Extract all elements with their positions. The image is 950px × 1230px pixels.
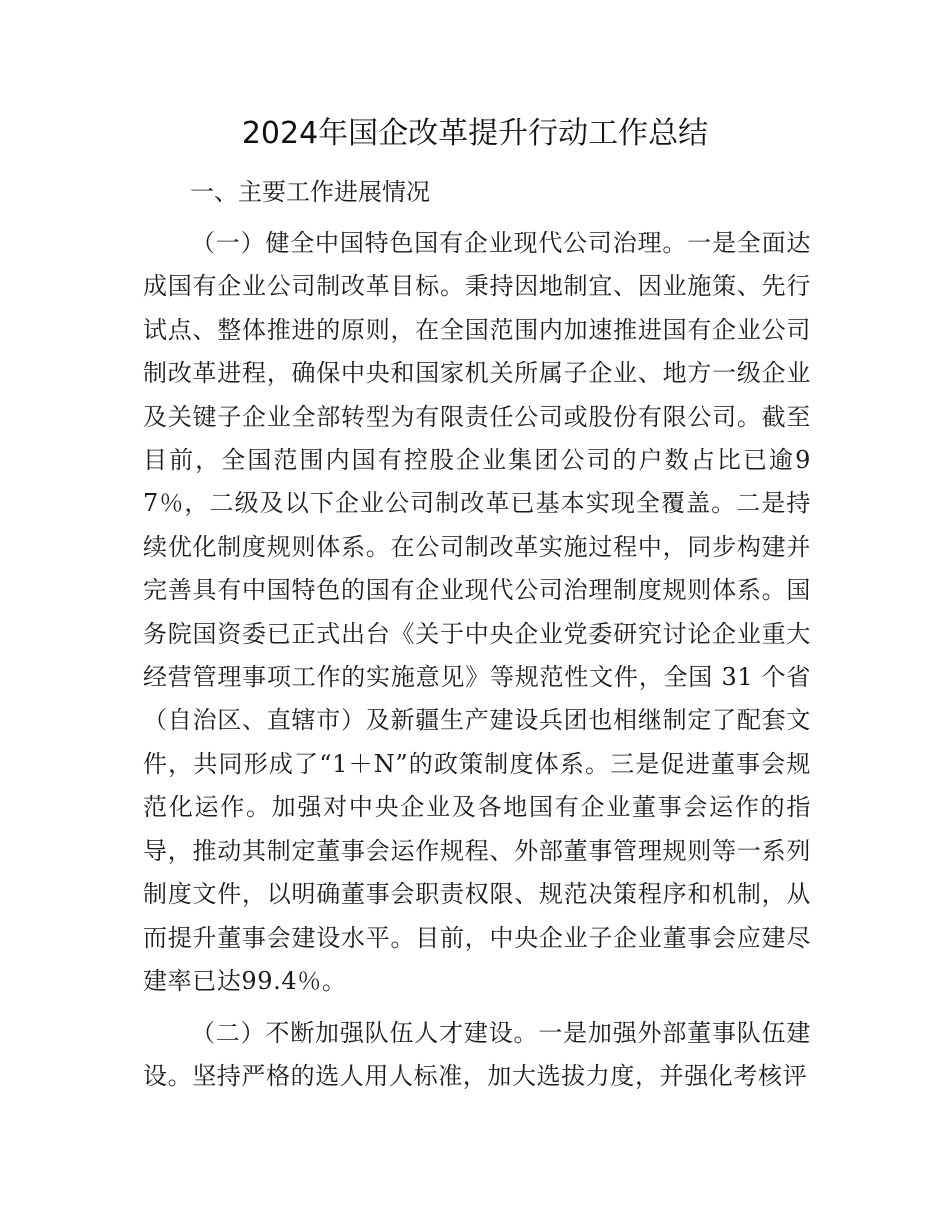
paragraph-corporate-governance: （一）健全中国特色国有企业现代公司治理。一是全面达成国有企业公司制改革目标。秉持因地制宜、因业施策、先行试点、整体推进的原则，在全国范围内加速推进国有企业公司制改革进程，确保中央和国家机关所属子企业、地方一级企业及关键子企业全部转型为有限责任公司或股份有限公司。截至目前，全国范围内国有控股企业集团公司的户数占比已逾97％，二级及以下企业公司制改革已基本实现全覆盖。二是持续优化制度规则体系。在公司制改革实施过程中，同步构建并完善具有中国特色的国有企业现代公司治理制度规则体系。国务院国资委已正式出台《关于中央企业党委研究讨论企业重大经营管理事项工作的实施意见》等规范性文件，全国 31 个省（自治区、直辖市）及新疆生产建设兵团也相继制定了配套文件，共同形成了“1＋N”的政策制度体系。三是促进董事会规范化运作。加强对中央企业及各地国有企业董事会运作的指导，推动其制定董事会运作规程、外部董事管理规则等一系列制度文件，以明确董事会职责权限、规范决策程序和机制，从而提升董事会建设水平。目前，中央企业子企业董事会应建尽建率已达99.4％。 [143,229,811,995]
paragraph-talent-building: （二）不断加强队伍人才建设。一是加强外部董事队伍建设。坚持严格的选人用人标准，加大选拔力度，并强化考核评 [143,1019,811,1091]
document-title: 2024年国企改革提升行动工作总结 [241,116,709,151]
section-heading: 一、主要工作进展情况 [190,178,430,206]
